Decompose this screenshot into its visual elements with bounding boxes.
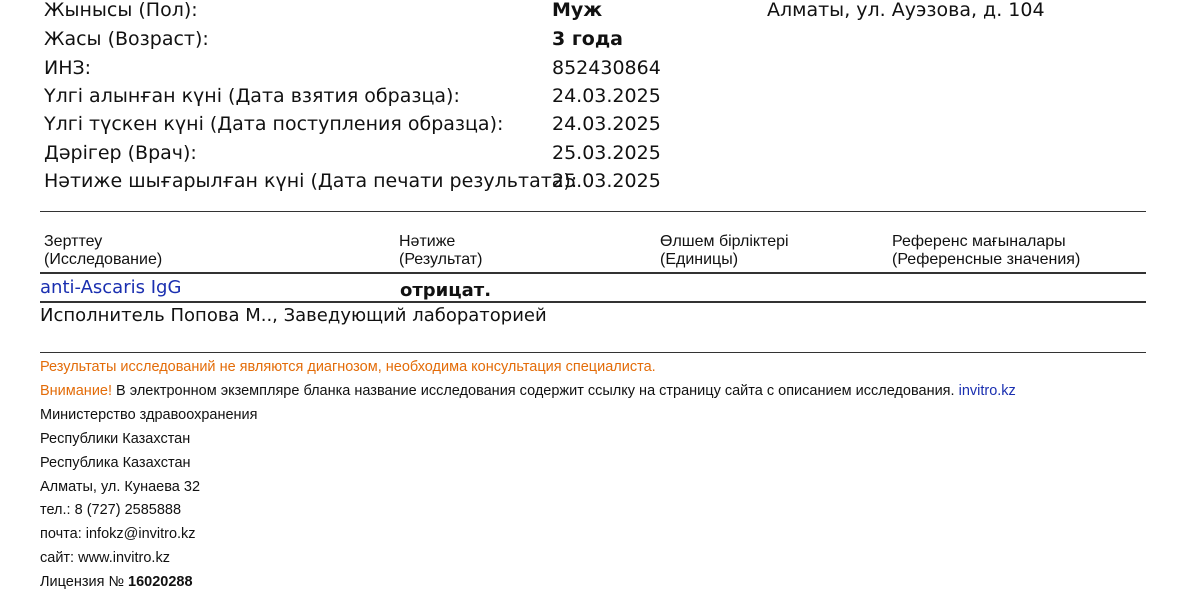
field-label-print-date: Нәтиже шығарылған күні (Дата печати результата): <box>44 170 578 192</box>
footer-ministry-country: Республики Казахстан <box>40 431 191 447</box>
license-number: 16020288 <box>128 574 193 590</box>
attention-word: Внимание! <box>40 383 113 399</box>
field-label-age: Жасы (Возраст): <box>44 28 209 50</box>
footer-site: сайт: www.invitro.kz <box>40 550 170 566</box>
footer-email: почта: infokz@invitro.kz <box>40 526 196 542</box>
table-header-units <box>660 233 789 269</box>
table-header-units-ru: (Единицы) <box>660 251 739 268</box>
table-header-test-kz: Зерттеу <box>44 233 103 250</box>
test-name-link[interactable]: anti-Ascaris IgG <box>40 277 182 298</box>
table-header-reference-kz: Референс мағыналары <box>892 233 1066 250</box>
table-header-result-kz: Нәтиже <box>399 233 456 250</box>
field-label-sample-date: Үлгі алынған күні (Дата взятия образца): <box>44 85 460 107</box>
disclaimer-text: Результаты исследований не являются диагнозом, необходима консультация специалиста. <box>40 359 656 375</box>
footer-ministry: Министерство здравоохранения <box>40 407 258 423</box>
field-value-sample-date: 24.03.2025 <box>552 85 661 107</box>
table-header-units-kz: Өлшем бірліктері <box>660 233 789 250</box>
attention-text: В электронном экземпляре бланка название исследования содержит ссылку на страницу сайта с описанием исследования. <box>112 383 959 399</box>
footer-license <box>40 572 193 592</box>
executor-line: Исполнитель Попова М.., Заведующий лабораторией <box>40 305 547 326</box>
divider-top <box>40 211 1146 212</box>
field-value-print-date: 25.03.2025 <box>552 170 661 192</box>
table-header-divider <box>40 272 1146 274</box>
result-value: отрицат. <box>400 280 492 301</box>
table-header-test <box>44 233 162 269</box>
attention-line <box>40 381 1016 401</box>
field-label-inz: ИНЗ: <box>44 57 92 79</box>
footer-address: Алматы, ул. Кунаева 32 <box>40 479 201 495</box>
table-header-test-ru: (Исследование) <box>44 251 163 268</box>
invitro-link[interactable]: invitro.kz <box>958 383 1016 399</box>
field-label-receipt-date: Үлгі түскен күні (Дата поступления образца): <box>44 113 504 135</box>
footer-country: Республика Казахстан <box>40 455 191 471</box>
footer-phone: тел.: 8 (727) 2585888 <box>40 502 182 518</box>
table-header-result <box>399 233 482 269</box>
field-label-doctor: Дәрігер (Врач): <box>44 142 197 164</box>
patient-address: Алматы, ул. Ауэзова, д. 104 <box>767 0 1045 21</box>
table-header-reference <box>892 233 1080 269</box>
table-header-reference-ru: (Референсные значения) <box>892 251 1081 268</box>
field-value-age: 3 года <box>552 28 623 50</box>
field-value-receipt-date: 24.03.2025 <box>552 113 661 135</box>
table-header-result-ru: (Результат) <box>399 251 483 268</box>
field-value-inz: 852430864 <box>552 57 661 79</box>
field-value-doctor: 25.03.2025 <box>552 142 661 164</box>
divider-footer <box>40 352 1146 353</box>
table-row-divider <box>40 301 1146 303</box>
field-value-sex: Муж <box>552 0 603 21</box>
field-label-sex: Жынысы (Пол): <box>44 0 198 21</box>
license-label: Лицензия № <box>40 574 129 590</box>
